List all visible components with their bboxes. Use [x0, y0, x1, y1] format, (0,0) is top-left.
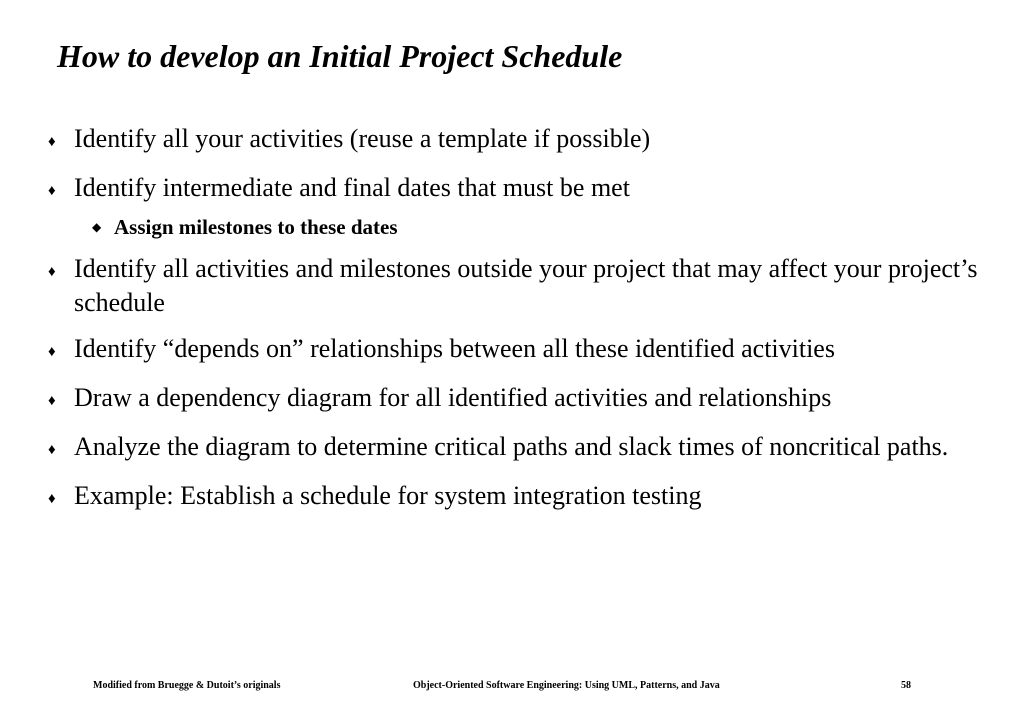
- diamond-bullet-icon: ♦: [48, 442, 56, 458]
- bullet-list: [48, 122, 978, 528]
- diamond-bullet-icon: ♦: [48, 134, 56, 150]
- bullet-text: Draw a dependency diagram for all identified activities and relationships: [74, 383, 832, 412]
- bullet-item: [48, 332, 978, 369]
- sub-bullet-item: [92, 214, 978, 240]
- diamond-bullet-icon: ♦: [48, 183, 56, 199]
- diamond-sub-bullet-icon: ◆: [92, 220, 102, 234]
- bullet-item: [48, 171, 978, 208]
- bullet-item: [48, 122, 978, 159]
- bullet-item: [48, 430, 978, 467]
- bullet-text: Analyze the diagram to determine critical paths and slack times of noncritical paths.: [74, 432, 949, 461]
- diamond-bullet-icon: ♦: [48, 264, 56, 280]
- bullet-item: [48, 252, 978, 320]
- diamond-bullet-icon: ♦: [48, 344, 56, 360]
- bullet-text: Identify all your activities (reuse a template if possible): [74, 124, 651, 153]
- slide-title: How to develop an Initial Project Schedule: [57, 38, 623, 74]
- bullet-item: [48, 479, 978, 516]
- bullet-item: [48, 381, 978, 418]
- sub-bullet-text: Assign milestones to these dates: [114, 215, 398, 239]
- bullet-text: Identify intermediate and final dates that must be met: [74, 173, 630, 202]
- page-number: 58: [901, 680, 911, 691]
- diamond-bullet-icon: ♦: [48, 491, 56, 507]
- bullet-text: Identify “depends on” relationships between all these identified activities: [74, 334, 835, 363]
- bullet-text: Identify all activities and milestones outside your project that may affect your project’s schedule: [74, 254, 978, 317]
- diamond-bullet-icon: ♦: [48, 393, 56, 409]
- bullet-text: Example: Establish a schedule for system integration testing: [74, 481, 702, 510]
- footer-book-title: Object-Oriented Software Engineering: Using UML, Patterns, and Java: [413, 680, 720, 691]
- footer-credit: Modified from Bruegge & Dutoit’s originals: [93, 680, 281, 691]
